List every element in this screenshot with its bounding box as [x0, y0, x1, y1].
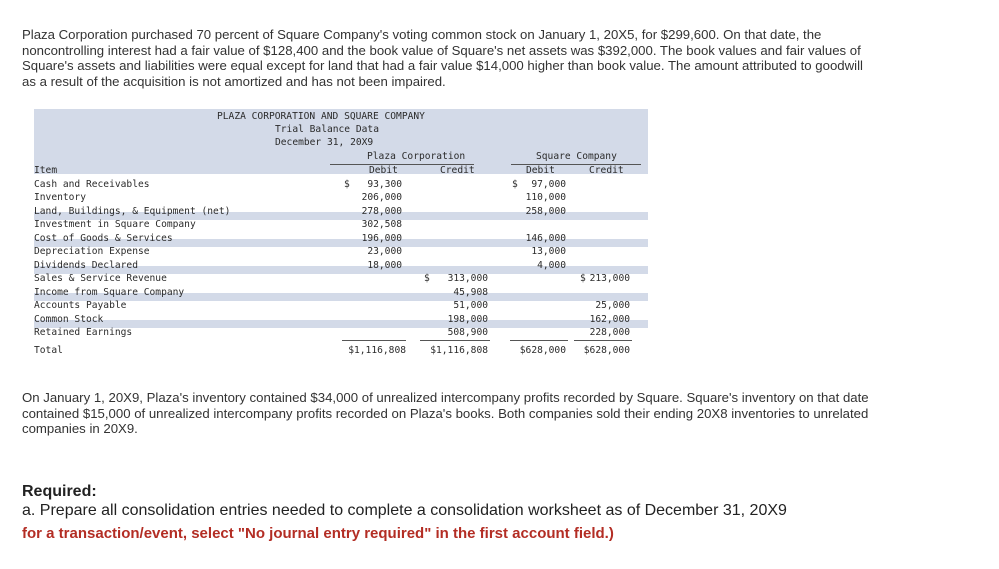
- total-label: Total: [34, 345, 63, 356]
- required-label: Required:: [22, 483, 97, 500]
- row-item-label: Accounts Payable: [34, 300, 127, 311]
- plaza-credit-value: 313,000: [447, 273, 488, 284]
- plaza-credit-header: Credit: [440, 165, 475, 176]
- square-debit-total: $628,000: [519, 345, 566, 356]
- plaza-dollar-sign: $: [344, 179, 350, 190]
- plaza-debit-value: 206,000: [361, 192, 402, 203]
- square-credit-value: 25,000: [595, 300, 630, 311]
- row-item-label: Retained Earnings: [34, 327, 133, 338]
- table-subtitle: Trial Balance Data: [275, 124, 379, 135]
- plaza-debit-value: 18,000: [367, 260, 402, 271]
- plaza-credit-dollar-sign: $: [424, 273, 430, 284]
- row-item-label: Income from Square Company: [34, 287, 185, 298]
- square-credit-total: $628,000: [583, 345, 630, 356]
- problem-intro-text: Plaza Corporation purchased 70 percent of Square Company's voting common stock on January 1, 20X5, for $299,600. On that date, the noncontrolling interest had a fair value of $128,400 and the book value of Square's net assets was $392,000. The book values and fair values of Square's assets and liabilities were equal except for land that had a fair value $14,000 higher than book value. The amount attributed to goodwill as a result of the acquisition is not amortized and has not been impaired.: [22, 27, 863, 89]
- plaza-credit-total-underline: [420, 340, 490, 341]
- row-item-label: Depreciation Expense: [34, 246, 150, 257]
- square-credit-value: 228,000: [589, 327, 630, 338]
- plaza-credit-value: 198,000: [447, 314, 488, 325]
- row-item-label: Land, Buildings, & Equipment (net): [34, 206, 231, 217]
- plaza-debit-header: Debit: [369, 165, 398, 176]
- square-credit-dollar-sign: $: [580, 273, 586, 284]
- square-debit-value: 258,000: [525, 206, 566, 217]
- row-item-label: Common Stock: [34, 314, 104, 325]
- square-dollar-sign: $: [512, 179, 518, 190]
- row-item-label: Cost of Goods & Services: [34, 233, 173, 244]
- plaza-credit-value: 51,000: [453, 300, 488, 311]
- row-item-label: Cash and Receivables: [34, 179, 150, 190]
- row-item-label: Sales & Service Revenue: [34, 273, 167, 284]
- square-debit-value: 146,000: [525, 233, 566, 244]
- row-item-label: Inventory: [34, 192, 86, 203]
- square-column-header: Square Company: [536, 151, 617, 162]
- square-debit-value: 13,000: [531, 246, 566, 257]
- row-item-label: Dividends Declared: [34, 260, 138, 271]
- plaza-debit-value: 93,300: [367, 179, 402, 190]
- table-title: PLAZA CORPORATION AND SQUARE COMPANY: [217, 111, 425, 122]
- plaza-debit-value: 196,000: [361, 233, 402, 244]
- square-debit-header: Debit: [526, 165, 555, 176]
- plaza-debit-value: 278,000: [361, 206, 402, 217]
- trial-balance-table: [34, 109, 648, 366]
- square-credit-value: 162,000: [589, 314, 630, 325]
- square-debit-value: 4,000: [537, 260, 566, 271]
- plaza-debit-value: 302,508: [361, 219, 402, 230]
- required-note: for a transaction/event, select "No journal entry required" in the first account field.): [22, 525, 614, 542]
- plaza-debit-total: $1,116,808: [348, 345, 406, 356]
- row-item-label: Investment in Square Company: [34, 219, 196, 230]
- plaza-credit-value: 45,908: [453, 287, 488, 298]
- plaza-column-header: Plaza Corporation: [367, 151, 466, 162]
- required-part-a: a. Prepare all consolidation entries needed to complete a consolidation worksheet as of December 31, 20X9: [22, 502, 787, 519]
- plaza-credit-total: $1,116,808: [430, 345, 488, 356]
- square-debit-value: 97,000: [531, 179, 566, 190]
- plaza-debit-total-underline: [342, 340, 406, 341]
- square-credit-header: Credit: [589, 165, 624, 176]
- square-credit-total-underline: [574, 340, 632, 341]
- square-debit-total-underline: [510, 340, 568, 341]
- followup-text: On January 1, 20X9, Plaza's inventory contained $34,000 of unrealized intercompany profits recorded by Square. Square's inventory on that date contained $15,000 of unrealized intercompany profits recorded on Plaza's books. Both companies sold their ending 20X8 inventories to unrelated companies in 20X9.: [22, 390, 869, 437]
- square-credit-value: 213,000: [589, 273, 630, 284]
- item-column-header: Item: [34, 165, 58, 176]
- plaza-credit-value: 508,900: [447, 327, 488, 338]
- square-debit-value: 110,000: [525, 192, 566, 203]
- table-date: December 31, 20X9: [275, 137, 374, 148]
- plaza-debit-value: 23,000: [367, 246, 402, 257]
